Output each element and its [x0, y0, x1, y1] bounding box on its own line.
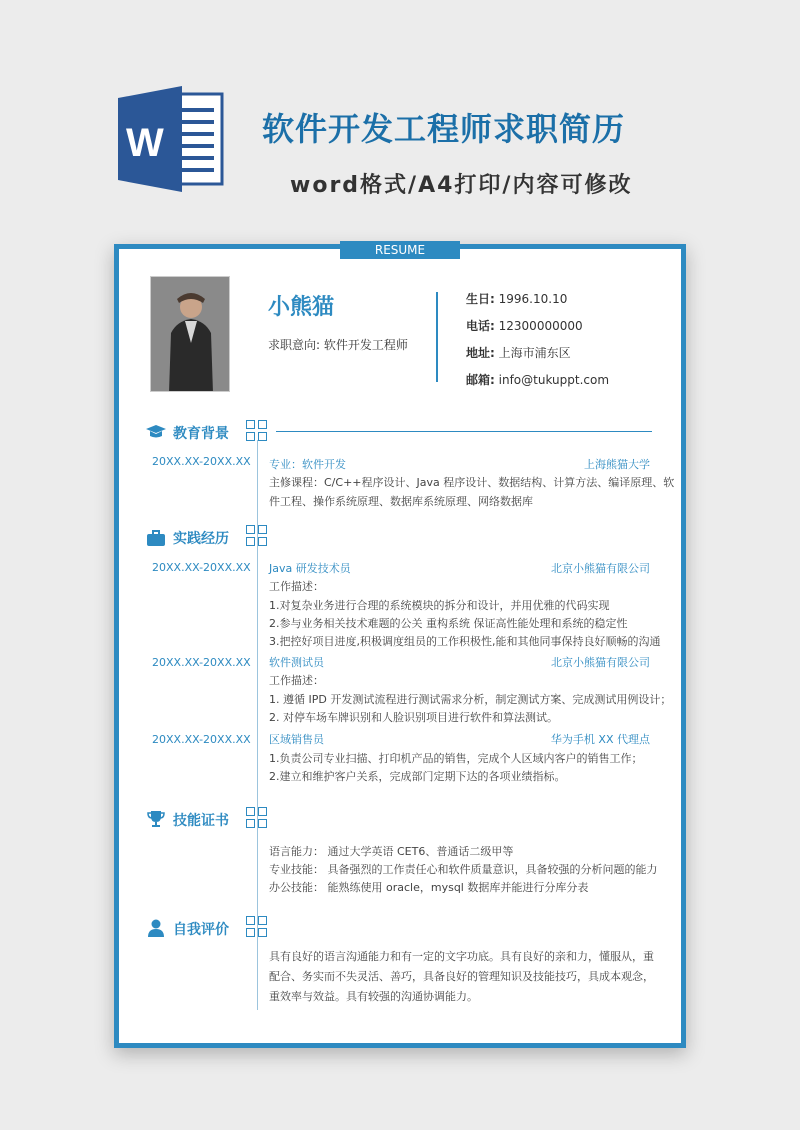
grid-icon	[246, 807, 268, 829]
job-date: 20XX.XX-20XX.XX	[152, 656, 251, 669]
education-major: 专业：软件开发	[269, 458, 346, 471]
trophy-icon	[146, 809, 166, 829]
word-icon	[116, 84, 226, 194]
skill-line: 专业技能： 具备强烈的工作责任心和软件质量意识，具备较强的分析问题的能力	[269, 863, 658, 876]
education-date: 20XX.XX-20XX.XX	[152, 455, 251, 468]
job-line: 2.建立和维护客户关系，完成部门定期下达的各项业绩指标。	[269, 770, 566, 783]
svg-text:W: W	[126, 121, 164, 165]
job-company: 北京小熊猫有限公司	[551, 562, 650, 575]
section-title-skills: 技能证书	[173, 813, 229, 829]
grid-icon	[246, 420, 268, 442]
job-intent: 求职意向: 软件开发工程师	[268, 338, 408, 352]
job-company: 华为手机 XX 代理点	[550, 733, 650, 746]
job-date: 20XX.XX-20XX.XX	[152, 561, 251, 574]
job-role: 软件测试员	[269, 656, 324, 669]
info-birth: 生日: 1996.10.10	[466, 292, 568, 306]
job-role: 区域销售员	[269, 733, 324, 746]
graduation-cap-icon	[146, 422, 166, 442]
job-line: 2. 对停车场车牌识别和人脸识别项目进行软件和算法测试。	[269, 711, 558, 724]
section-title-self-eval: 自我评价	[173, 922, 229, 938]
section-title-education: 教育背景	[173, 426, 229, 442]
job-date: 20XX.XX-20XX.XX	[152, 733, 251, 746]
job-line: 1.负责公司专业扫描、打印机产品的销售，完成个人区域内客户的销售工作；	[269, 752, 643, 765]
profile-divider	[436, 292, 438, 382]
page-subtitle: word格式/A4打印/内容可修改	[290, 173, 633, 198]
skill-line: 语言能力： 通过大学英语 CET6、普通话二级甲等	[269, 845, 514, 858]
job-line: 1. 遵循 IPD 开发测试流程进行测试需求分析，制定测试方案、完成测试用例设计；	[269, 693, 672, 706]
section-title-experience: 实践经历	[173, 531, 229, 547]
candidate-name: 小熊猫	[268, 295, 335, 320]
education-courses: 主修课程：C/C++程序设计、Java 程序设计、数据结构、计算方法、编译原理、软	[269, 476, 675, 489]
skill-line: 办公技能： 能熟练使用 oracle，mysql 数据库并能进行分库分表	[269, 881, 589, 894]
job-line: 3.把控好项目进度,积极调度组员的工作积极性,能和其他同事保持良好顺畅的沟通	[269, 635, 661, 648]
info-email: 邮箱: info@tukuppt.com	[466, 373, 610, 387]
job-line: 1.对复杂业务进行合理的系统模块的拆分和设计，并用优雅的代码实现	[269, 599, 610, 612]
education-school: 上海熊猫大学	[584, 458, 650, 471]
job-line: 工作描述：	[269, 674, 324, 687]
job-role: Java 研发技术员	[269, 562, 351, 575]
info-address: 地址: 上海市浦东区	[466, 346, 571, 360]
profile-photo	[150, 276, 230, 392]
info-phone: 电话: 12300000000	[466, 319, 583, 333]
job-line: 2.参与业务相关技术难题的公关 重构系统 保证高性能处理和系统的稳定性	[269, 617, 628, 630]
grid-icon	[246, 525, 268, 547]
briefcase-icon	[146, 528, 166, 548]
section-rule	[276, 431, 652, 432]
grid-icon	[246, 916, 268, 938]
job-company: 北京小熊猫有限公司	[551, 656, 650, 669]
resume-tab: RESUME	[340, 241, 460, 259]
user-icon	[146, 918, 166, 938]
page-title: 软件开发工程师求职简历	[262, 110, 626, 148]
education-courses-cont: 件工程、操作系统原理、数据库系统原理、网络数据库	[269, 495, 533, 508]
self-eval-text: 具有良好的语言沟通能力和有一定的文字功底。具有良好的亲和力，懂服从，重配合、务实而不失灵活、善巧，具备良好的管理知识及技能技巧，具成本观念，重效率与效益。具有较强的沟通协调能力。	[269, 950, 654, 1003]
job-line: 工作描述：	[269, 580, 324, 593]
